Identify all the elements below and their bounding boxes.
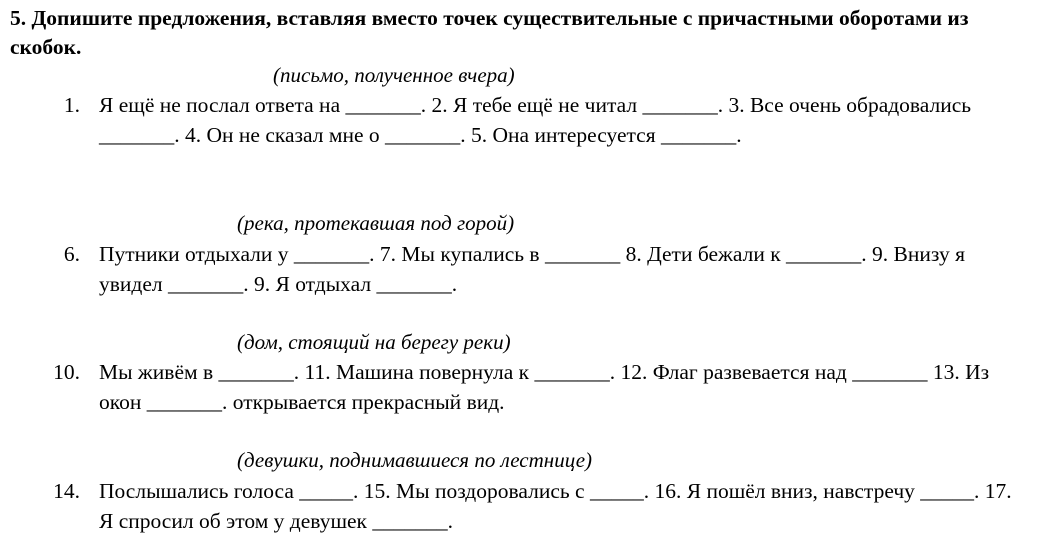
- section-phrase-girls: (девушки, поднимавшиеся по лестнице): [237, 448, 593, 472]
- section-phrase-letter: (письмо, полученное вчера): [273, 63, 515, 87]
- item-number: 6.: [63, 242, 80, 266]
- section-phrase-house: (дом, стоящий на берегу реки): [237, 330, 511, 354]
- item-number: 14.: [53, 479, 80, 503]
- item-text: Путники отдыхали у _______. 7. Мы купались в _______ 8. Дети бежали к _______. 9. Внизу я увидел _______. 9. Я отдыхал _______.: [99, 242, 965, 296]
- item-text: Я ещё не послал ответа на _______. 2. Я тебе ещё не читал _______. 3. Все очень обрадовались _______. 4. Он не сказал мне о _______. 5. Она интересуется _______.: [99, 93, 972, 147]
- item-text: Мы живём в _______. 11. Машина повернула к _______. 12. Флаг развевается над _______ 13. Из окон _______. открывается прекрасный вид.: [99, 360, 990, 414]
- item-text: Послышались голоса _____. 15. Мы поздоровались с _____. 16. Я пошёл вниз, навстречу _____. 17. Я спросил об этом у девушек _______.: [99, 479, 1012, 533]
- exercise-title: 5. Допишите предложения, вставляя вместо точек существительные с причастными оборотами из скобок.: [10, 6, 969, 59]
- section-phrase-river: (река, протекавшая под горой): [237, 211, 515, 235]
- item-number: 1.: [63, 93, 80, 117]
- item-number: 10.: [53, 360, 80, 384]
